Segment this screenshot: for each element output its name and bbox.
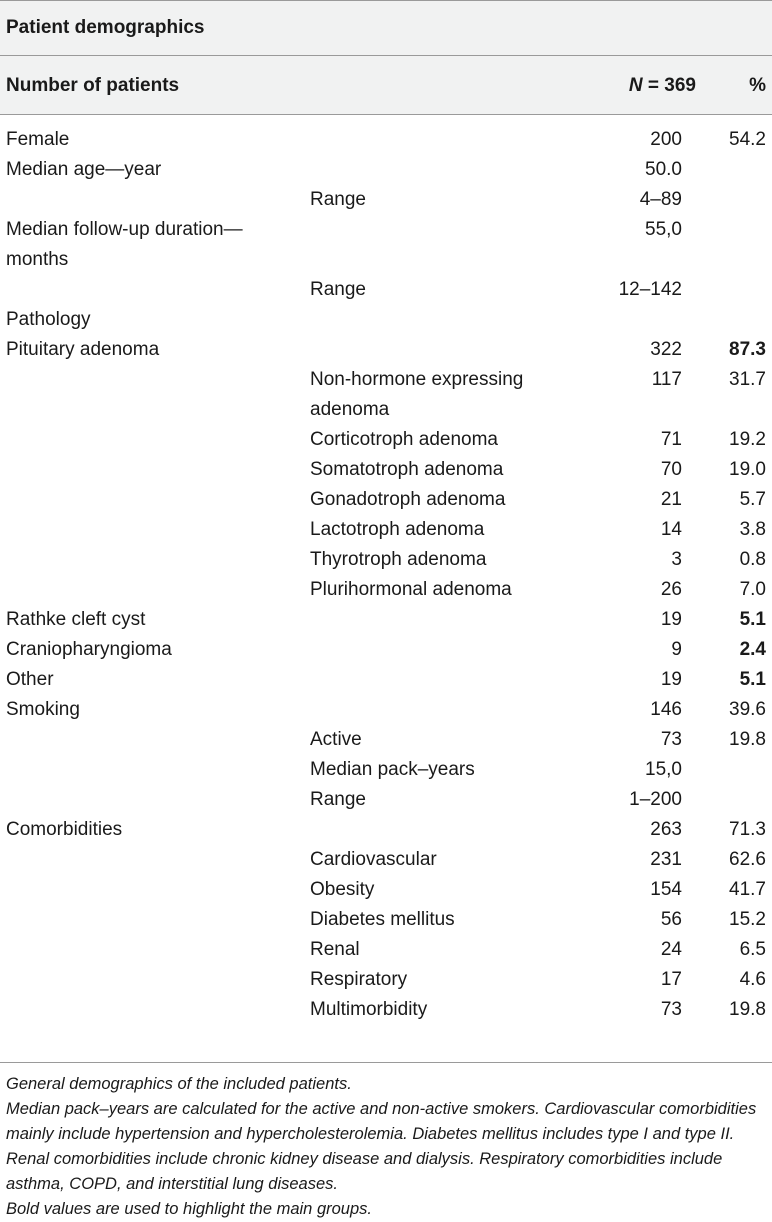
row-n: 26	[660, 579, 682, 600]
table-row	[0, 995, 772, 1025]
row-label: Smoking	[6, 699, 80, 720]
table-notes	[6, 1072, 768, 1222]
table-row	[0, 635, 772, 665]
row-n: 15,0	[645, 759, 682, 780]
row-sublabel: Lactotroph adenoma	[310, 519, 485, 540]
table-row	[0, 425, 772, 455]
row-pct: 62.6	[729, 849, 766, 870]
table-row	[0, 575, 772, 605]
table-row	[0, 125, 772, 155]
row-label: Craniopharyngioma	[6, 639, 172, 660]
row-n: 9	[671, 639, 682, 660]
row-sublabel: Gonadotroph adenoma	[310, 489, 506, 510]
row-sublabel: Median pack–years	[310, 759, 475, 780]
table-row	[0, 965, 772, 995]
row-pct: 3.8	[739, 519, 766, 540]
table-row	[0, 485, 772, 515]
header-pct: %	[749, 74, 766, 96]
table-row	[0, 365, 772, 425]
row-n: 19	[660, 669, 682, 690]
row-label: Other	[6, 669, 54, 690]
row-sublabel: Corticotroph adenoma	[310, 429, 498, 450]
row-n: 14	[660, 519, 682, 540]
note-bold: Bold values are used to highlight the main groups.	[6, 1200, 372, 1218]
table-row	[0, 935, 772, 965]
row-pct: 19.0	[729, 459, 766, 480]
table-body	[0, 115, 772, 1025]
row-pct: 19.2	[729, 429, 766, 450]
row-sublabel: Range	[310, 789, 366, 810]
row-label: Female	[6, 129, 70, 150]
table-row	[0, 305, 772, 335]
row-label: Rathke cleft cyst	[6, 609, 146, 630]
row-pct: 5.7	[739, 489, 766, 510]
row-pct: 15.2	[729, 909, 766, 930]
row-n: 70	[660, 459, 682, 480]
row-label: Comorbidities	[6, 819, 123, 840]
header-n-value: = 369	[642, 74, 696, 96]
row-sublabel: Multimorbidity	[310, 999, 428, 1020]
row-n: 55,0	[645, 219, 682, 240]
row-n: 263	[650, 819, 682, 840]
note-general: General demographics of the included patients.	[6, 1075, 352, 1093]
row-sublabel: Renal	[310, 939, 360, 960]
row-sublabel: Cardiovascular	[310, 849, 437, 870]
row-pct: 5.1	[739, 609, 766, 630]
row-pct: 2.4	[739, 639, 766, 660]
row-label: Pituitary adenoma	[6, 339, 160, 360]
row-label: Pathology	[6, 309, 91, 330]
row-label: Median age—year	[6, 159, 162, 180]
table-row	[0, 845, 772, 875]
row-pct: 54.2	[729, 129, 766, 150]
row-n: 21	[660, 489, 682, 510]
row-sublabel: Non-hormone expressing adenoma	[310, 369, 524, 420]
row-sublabel: Diabetes mellitus	[310, 909, 455, 930]
table-header-row	[0, 55, 772, 114]
table-row	[0, 455, 772, 485]
row-pct: 0.8	[739, 549, 766, 570]
row-n: 1–200	[629, 789, 682, 810]
row-n: 322	[650, 339, 682, 360]
table-bottom-rule	[0, 1062, 772, 1063]
row-sublabel: Thyrotroph adenoma	[310, 549, 487, 570]
row-n: 154	[650, 879, 682, 900]
table-row	[0, 545, 772, 575]
row-n: 17	[660, 969, 682, 990]
header-label: Number of patients	[6, 74, 180, 96]
row-sublabel: Plurihormonal adenoma	[310, 579, 512, 600]
row-n: 73	[660, 729, 682, 750]
table-row	[0, 335, 772, 365]
row-n: 73	[660, 999, 682, 1020]
row-pct: 31.7	[729, 369, 766, 390]
row-n: 24	[660, 939, 682, 960]
row-sublabel: Obesity	[310, 879, 375, 900]
table-row	[0, 275, 772, 305]
table-row	[0, 725, 772, 755]
row-n: 200	[650, 129, 682, 150]
table-row	[0, 665, 772, 695]
row-pct: 41.7	[729, 879, 766, 900]
row-pct: 19.8	[729, 729, 766, 750]
row-sublabel: Respiratory	[310, 969, 408, 990]
row-pct: 87.3	[729, 339, 766, 360]
row-n: 12–142	[618, 279, 682, 300]
row-n: 50.0	[645, 159, 682, 180]
row-n: 71	[660, 429, 682, 450]
table-row	[0, 905, 772, 935]
row-sublabel: Range	[310, 189, 366, 210]
row-sublabel: Somatotroph adenoma	[310, 459, 504, 480]
table-row	[0, 785, 772, 815]
table-row	[0, 215, 772, 275]
row-label: Median follow-up duration— months	[6, 219, 243, 270]
header-n-symbol: N	[628, 74, 643, 96]
note-definitions: Median pack–years are calculated for the active and non-active smokers. Cardiovascular comorbidities mainly include hypertension and hypercholesterolemia. Diabetes mellitus includes type I and type II. Renal comorbidities include chronic kidney disease and dialysis. Respiratory comorbidities include asthma, COPD, and interstitial lung diseases.	[6, 1100, 757, 1193]
row-pct: 7.0	[739, 579, 766, 600]
table-row	[0, 695, 772, 725]
table-row	[0, 755, 772, 785]
row-pct: 39.6	[729, 699, 766, 720]
row-n: 117	[651, 369, 682, 390]
table-title: Patient demographics	[0, 0, 772, 55]
header-n	[560, 56, 706, 115]
table-row	[0, 155, 772, 185]
row-pct: 4.6	[739, 969, 766, 990]
row-n: 4–89	[639, 189, 682, 210]
row-n: 3	[671, 549, 682, 570]
row-pct: 6.5	[739, 939, 766, 960]
row-sublabel: Active	[310, 729, 362, 750]
table-row	[0, 515, 772, 545]
table-row	[0, 815, 772, 845]
row-n: 19	[660, 609, 682, 630]
table-row	[0, 605, 772, 635]
row-n: 56	[660, 909, 682, 930]
row-n: 231	[650, 849, 682, 870]
row-pct: 19.8	[729, 999, 766, 1020]
row-n: 146	[650, 699, 682, 720]
table-row	[0, 185, 772, 215]
row-sublabel: Range	[310, 279, 366, 300]
row-pct: 71.3	[729, 819, 766, 840]
table-row	[0, 875, 772, 905]
row-pct: 5.1	[739, 669, 766, 690]
